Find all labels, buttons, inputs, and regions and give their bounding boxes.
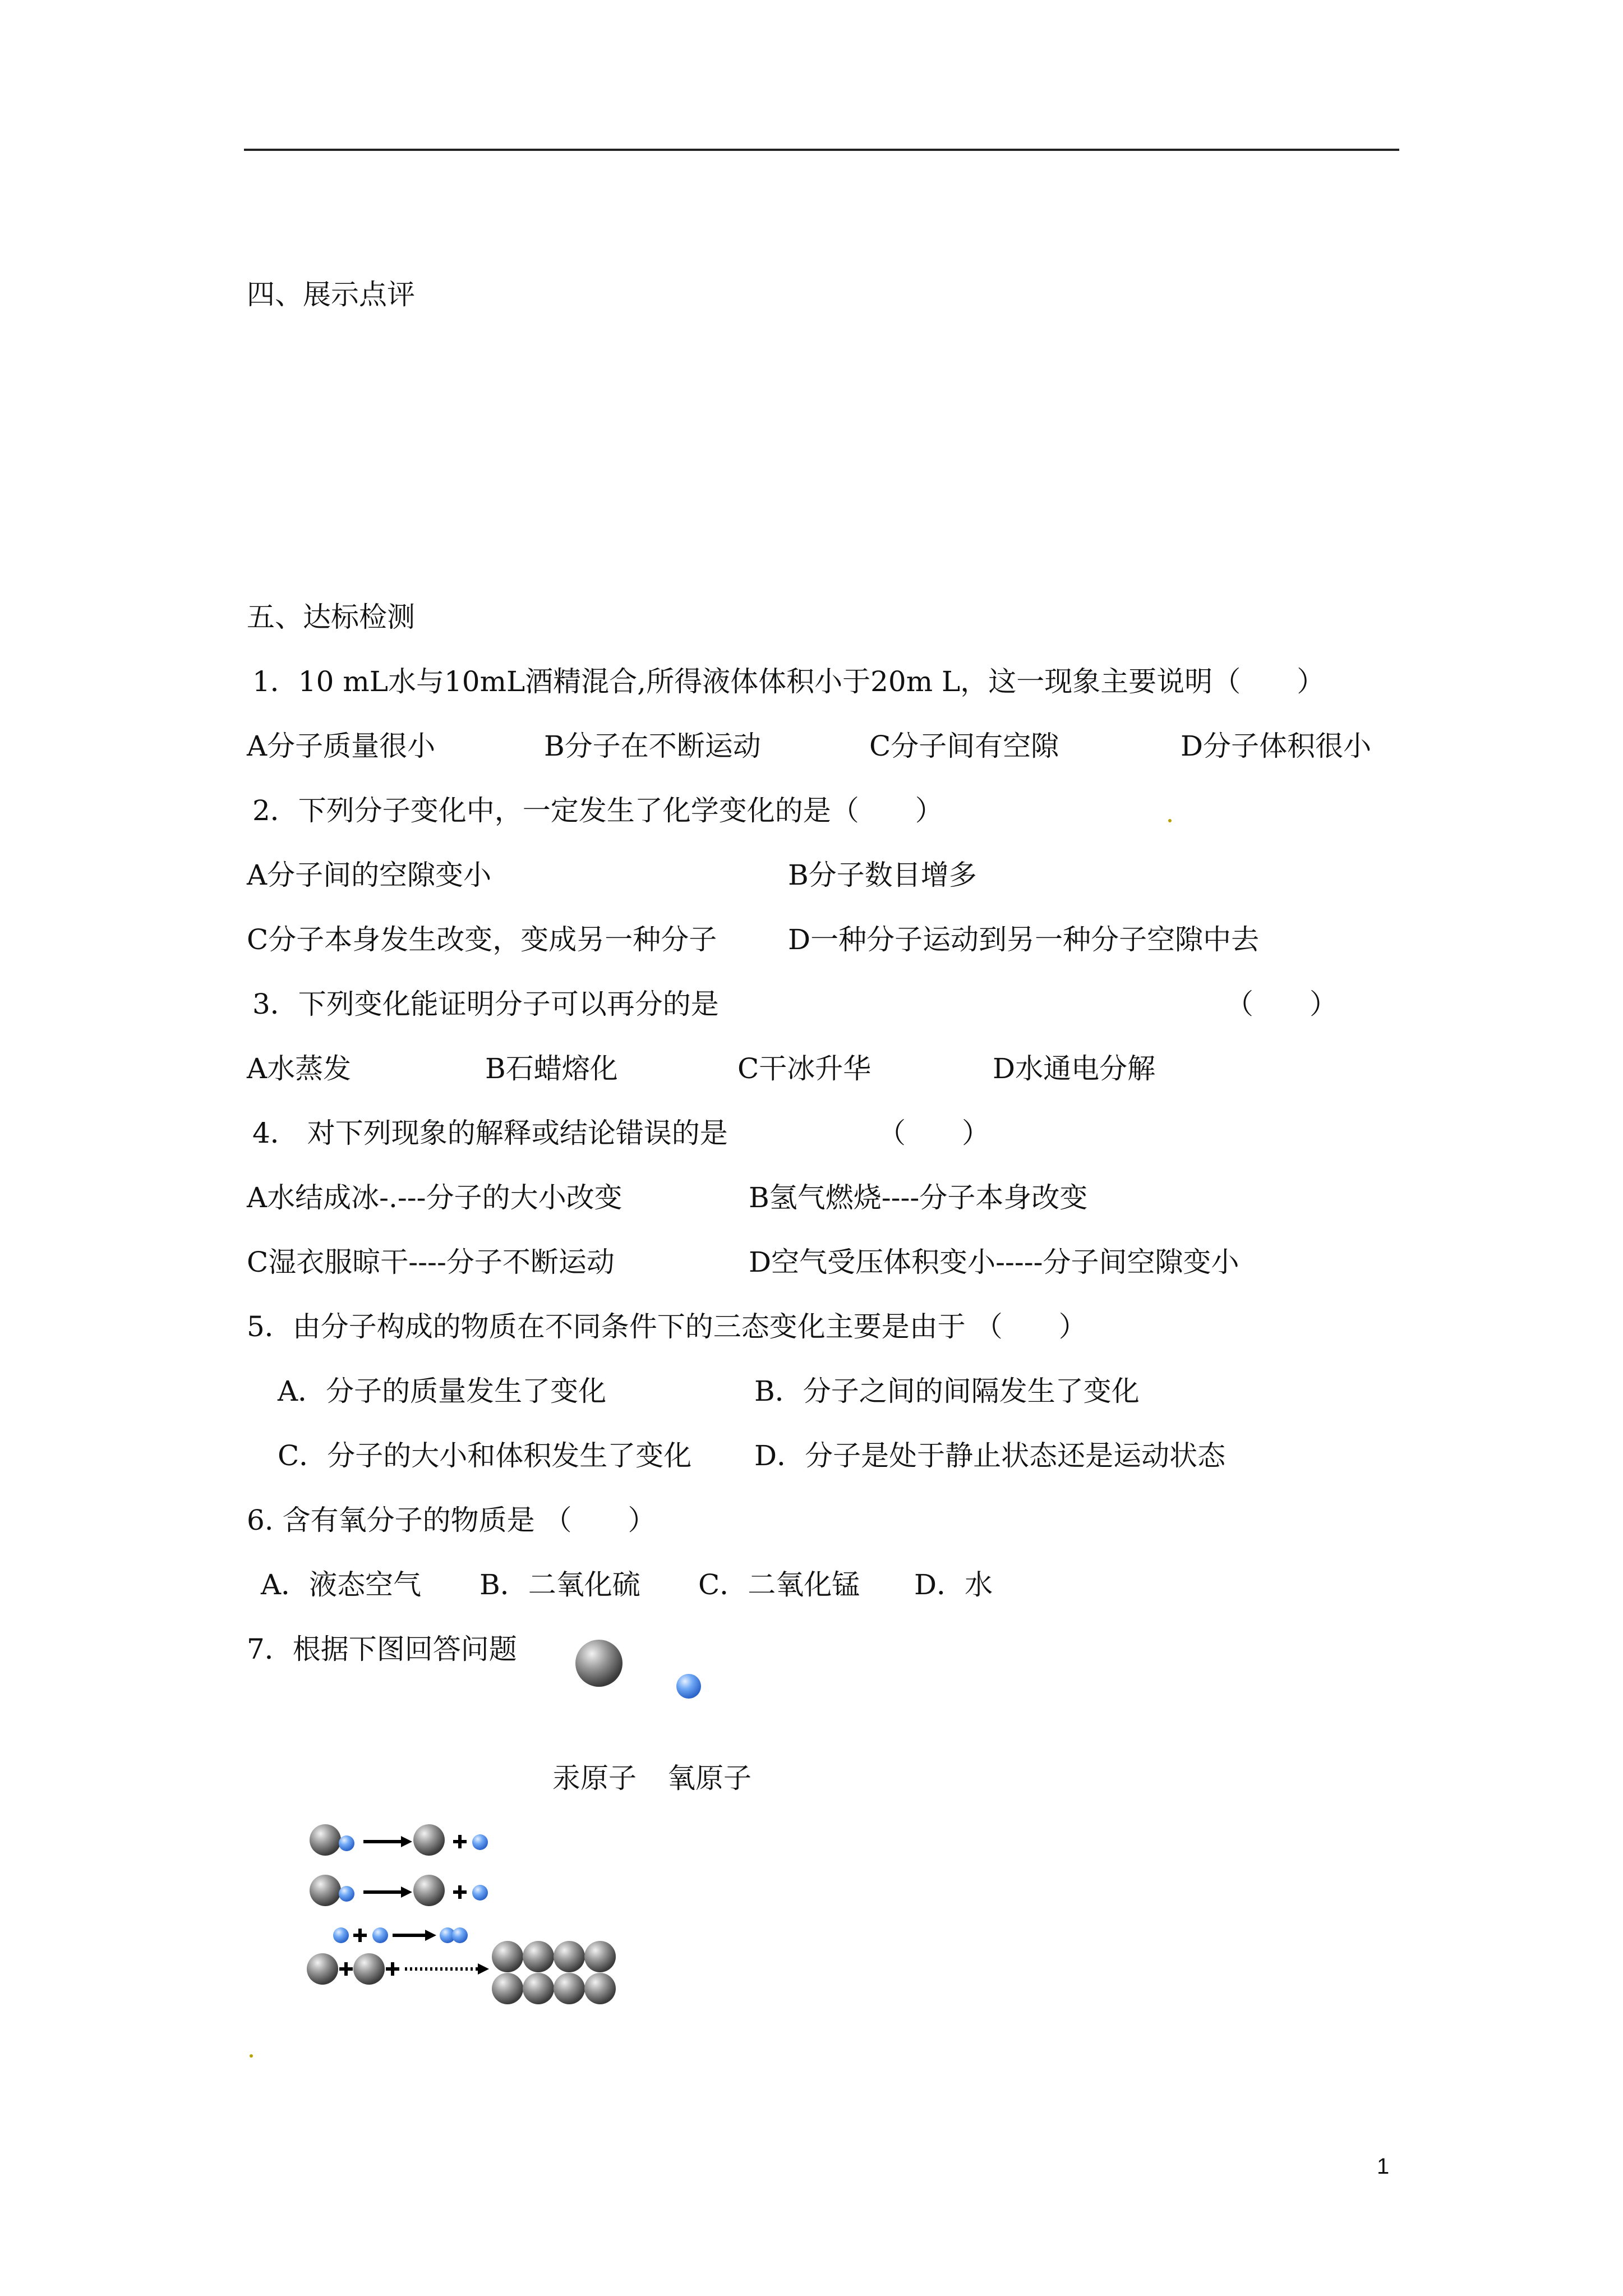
- question-7-stem: 7．根据下图回答问题: [247, 1633, 517, 1665]
- stray-dot: [1168, 819, 1172, 822]
- question-3-answer-paren: （ ）: [1225, 988, 1338, 1020]
- plus-icon: [453, 1885, 467, 1899]
- plus-icon: [353, 1929, 367, 1942]
- question-2-option-a: A分子间的空隙变小: [247, 859, 492, 891]
- question-2-option-c: C分子本身发生改变，变成另一种分子: [247, 923, 717, 956]
- oxygen-atom-icon: [333, 1927, 349, 1943]
- mercury-atom-icon: [584, 1941, 616, 1972]
- question-1-option-a: A分子质量很小: [247, 730, 436, 762]
- plus-icon: [339, 1962, 353, 1976]
- question-6-option-d: D．水: [914, 1568, 993, 1601]
- reaction-row-1: [310, 1824, 488, 1856]
- question-5-option-c: C．分子的大小和体积发生了变化: [278, 1439, 692, 1472]
- legend-mercury-label: 汞原子: [552, 1762, 637, 1795]
- question-2-option-d: D一种分子运动到另一种分子空隙中去: [788, 923, 1260, 956]
- question-6-option-a: A．液态空气: [261, 1568, 422, 1601]
- question-1-option-c: C分子间有空隙: [869, 730, 1059, 762]
- mercury-atom-icon: [413, 1824, 445, 1856]
- page-number: 1: [1377, 2154, 1390, 2179]
- mercury-atom-icon: [310, 1875, 341, 1906]
- oxygen-atom-icon: [676, 1674, 701, 1699]
- oxygen-atom-icon: [339, 1835, 354, 1851]
- question-6-stem: 6. 含有氧分子的物质是 （ ）: [247, 1504, 656, 1536]
- question-3-stem: 3．下列变化能证明分子可以再分的是: [252, 988, 719, 1020]
- oxygen-atom-icon: [339, 1886, 354, 1902]
- reaction-row-4: [307, 1941, 616, 2004]
- question-4-stem: 4． 对下列现象的解释或结论错误的是: [252, 1117, 728, 1149]
- mercury-atom-icon: [554, 1941, 585, 1972]
- question-5-option-d: D．分子是处于静止状态还是运动状态: [754, 1439, 1226, 1472]
- question-3-option-d: D水通电分解: [993, 1052, 1156, 1085]
- question-5-option-a: A．分子的质量发生了变化: [278, 1375, 607, 1407]
- oxygen-atom-icon: [452, 1927, 468, 1943]
- question-4-answer-paren: （ ）: [878, 1117, 990, 1149]
- mercury-atom-icon: [353, 1953, 385, 1985]
- question-2-stem: 2．下列分子变化中，一定发生了化学变化的是（ ）: [252, 794, 943, 827]
- mercury-atom-icon: [310, 1824, 341, 1856]
- mercury-atom-icon: [554, 1973, 585, 2004]
- question-3-option-a: A水蒸发: [247, 1052, 352, 1085]
- mercury-atom-icon: [575, 1640, 623, 1687]
- stray-dot: [250, 2054, 253, 2058]
- legend-oxygen-label: 氧原子: [667, 1762, 751, 1795]
- question-5-option-b: B．分子之间的间隔发生了变化: [754, 1375, 1140, 1407]
- question-4-option-b: B氢气燃烧----分子本身改变: [749, 1181, 1088, 1214]
- section-five-title: 五、达标检测: [247, 601, 415, 633]
- question-1-stem: 1．10 mL水与10mL酒精混合,所得液体体积小于20m L，这一现象主要说明（ ）: [252, 665, 1325, 698]
- mercury-atom-icon: [307, 1953, 338, 1985]
- oxygen-atom-icon: [372, 1927, 388, 1943]
- mercury-atom-icon: [523, 1973, 554, 2004]
- question-1-option-d: D分子体积很小: [1181, 730, 1372, 762]
- mercury-atom-icon: [413, 1875, 445, 1906]
- oxygen-atom-icon: [472, 1834, 488, 1850]
- reaction-row-3: [333, 1927, 468, 1943]
- question-2-option-b: B分子数目增多: [788, 859, 977, 891]
- mercury-atom-icon: [492, 1973, 523, 2004]
- question-3-option-b: B石蜡熔化: [485, 1052, 618, 1085]
- mercury-atom-icon: [523, 1941, 554, 1972]
- mercury-atom-icon: [584, 1973, 616, 2004]
- question-3-option-c: C干冰升华: [737, 1052, 872, 1085]
- question-6-option-b: B．二氧化硫: [479, 1568, 640, 1601]
- section-four-title: 四、展示点评: [247, 278, 415, 311]
- question-4-option-a: A水结成冰-.---分子的大小改变: [247, 1181, 623, 1214]
- reaction-row-2: [310, 1875, 488, 1906]
- question-6-option-c: C．二氧化锰: [698, 1568, 860, 1601]
- plus-icon: [386, 1962, 399, 1976]
- question-1-option-b: B分子在不断运动: [544, 730, 761, 762]
- question-4-option-c: C湿衣服晾干----分子不断运动: [247, 1246, 615, 1278]
- oxygen-atom-icon: [472, 1885, 488, 1901]
- plus-icon: [453, 1835, 467, 1848]
- mercury-atom-icon: [492, 1941, 523, 1972]
- question-5-stem: 5．由分子构成的物质在不同条件下的三态变化主要是由于 （ ）: [247, 1310, 1087, 1343]
- question-4-option-d: D空气受压体积变小-----分子间空隙变小: [749, 1246, 1239, 1278]
